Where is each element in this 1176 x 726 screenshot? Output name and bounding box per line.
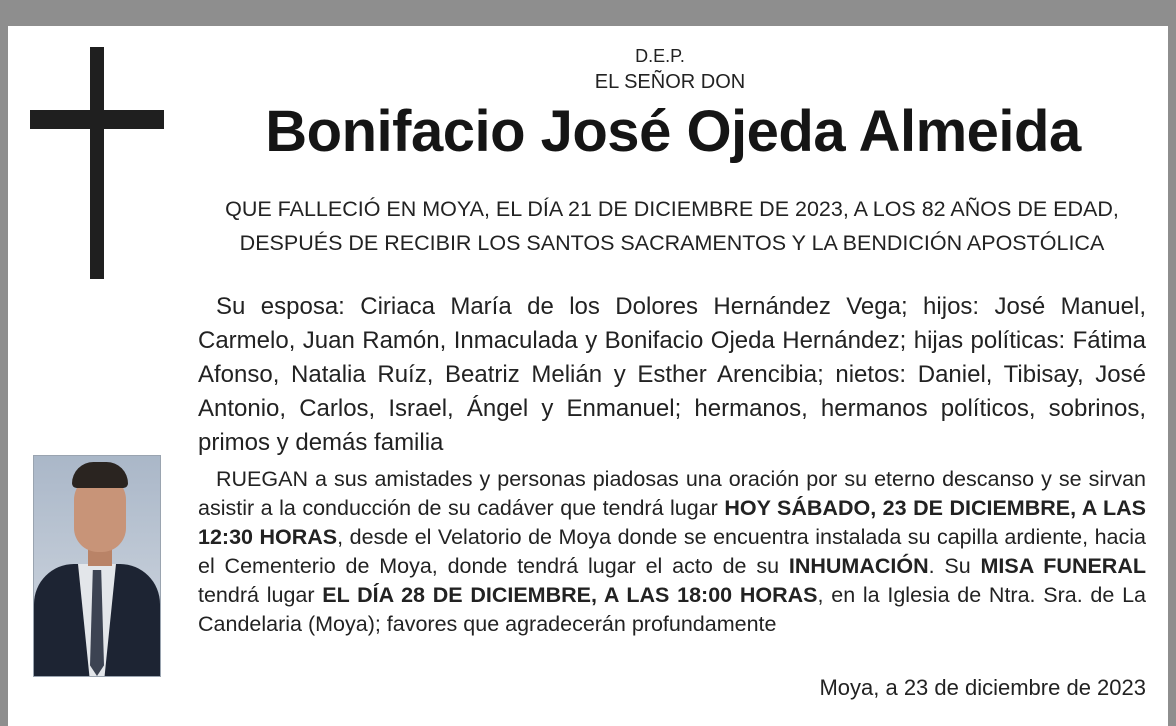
mass-date-time: EL DÍA 28 DE DICIEMBRE, A LAS 18:00 HORAS [322,583,818,607]
funeral-request: RUEGAN a sus amistades y personas piadosas una oración por su eterno descanso y se sirvan asistir a la conducción de su cadáver que tendrá lugar HOY SÁBADO, 23 DE DICIEMBRE, A LAS 12:30 HORAS, desde el Velatorio de Moya donde se encuentra instalada su capilla ardiente, hacia el Cementerio de Moya, donde tendrá lugar el acto de su INHUMACIÓN. Su MISA FUNERAL tendrá lugar EL DÍA 28 DE DICIEMBRE, A LAS 18:00 HORAS, en la Iglesia de Ntra. Sra. de La Candelaria (Moya); favores que agradecerán profundamente [198,467,1147,636]
burial-label: INHUMACIÓN [788,554,929,578]
death-announcement: QUE FALLECIÓ EN MOYA, EL DÍA 21 DE DICIEMBRE DE 2023, A LOS 82 AÑOS DE EDAD, DESPUÉS DE RECIBIR LOS SANTOS SACRAMENTOS Y LA BENDICIÓN APOSTÓLICA [225,197,1119,255]
place-date-line: Moya, a 23 de diciembre de 2023 [819,675,1146,700]
honorific-heading: EL SEÑOR DON [594,71,746,93]
funeral-date-time: HOY SÁBADO, 23 DE DICIEMBRE, A LAS 12:30 HORAS [198,496,1147,549]
family-list: Su esposa: Ciriaca María de los Dolores Hernández Vega; hijos: José Manuel, Carmelo, Juan Ramón, Inmaculada y Bonifacio Ojeda Hernández; hijas políticas: Fátima Afonso, Natalia Ruíz, Beatriz Melián y Esther Arencibia; nietos: Daniel, Tibisay, José Antonio, Carlos, Israel, Ángel y Enmanuel; hermanos, hermanos políticos, sobrinos, primos y demás familia [198,293,1146,456]
cross-icon [90,47,104,279]
dep-heading: D.E.P. [635,46,685,66]
deceased-name: Bonifacio José Ojeda Almeida [265,99,1081,164]
cross-icon-bar [30,110,164,129]
funeral-mass-label: MISA FUNERAL [980,554,1146,578]
deceased-portrait-photo [33,455,161,677]
